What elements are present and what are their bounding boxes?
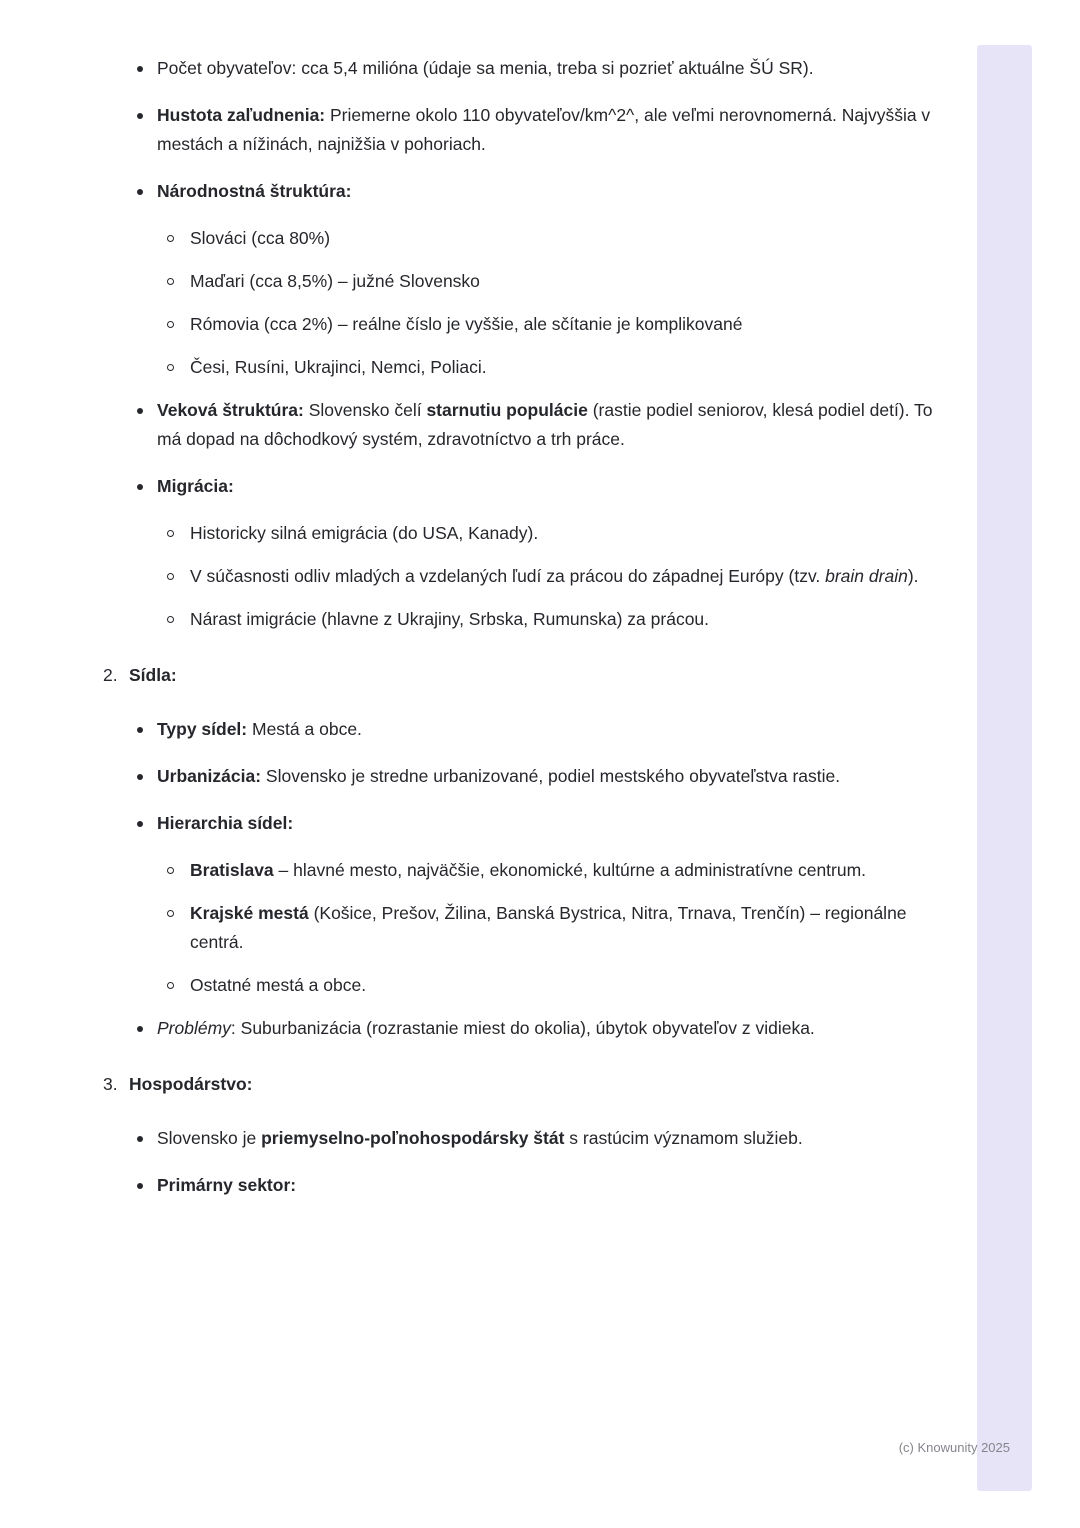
- circle-marker: [167, 910, 174, 917]
- bullet-marker: [137, 484, 143, 490]
- list-item-text: Ostatné mestá a obce.: [190, 975, 367, 995]
- list-item-text: Hospodárstvo:: [129, 1074, 253, 1094]
- number-marker: 3.: [103, 1074, 118, 1094]
- list-item-text: Rómovia (cca 2%) – reálne číslo je vyššie, ale sčítanie je komplikované: [190, 314, 743, 334]
- list-item: [103, 396, 937, 454]
- bullet-marker: [137, 113, 143, 119]
- bullet-marker: [137, 408, 143, 414]
- circle-marker: [167, 364, 174, 371]
- list-item-text: Slováci (cca 80%): [190, 228, 331, 248]
- list-item-text: Nárast imigrácie (hlavne z Ukrajiny, Srbska, Rumunska) za prácou.: [190, 609, 710, 629]
- list-item-text: Počet obyvateľov: cca 5,4 milióna (údaje sa menia, treba si pozrieť aktuálne ŠÚ SR).: [157, 58, 814, 78]
- bullet-marker: [137, 189, 143, 195]
- circle-marker: [167, 530, 174, 537]
- list-item: [103, 856, 937, 885]
- list-item-text: Typy sídel: Mestá a obce.: [157, 719, 362, 739]
- bullet-marker: [137, 66, 143, 72]
- document-content: [103, 54, 937, 1218]
- list-item: [103, 177, 937, 206]
- watermark: (c) Knowunity 2025: [898, 1440, 1010, 1455]
- list-item-text: Národnostná štruktúra:: [157, 181, 352, 201]
- list-item: [103, 715, 937, 744]
- circle-marker: [167, 573, 174, 580]
- list-item-text: Migrácia:: [157, 476, 234, 496]
- circle-marker: [167, 867, 174, 874]
- bullet-marker: [137, 1026, 143, 1032]
- list-item-text: Historicky silná emigrácia (do USA, Kanady).: [190, 523, 539, 543]
- list-item: [103, 310, 937, 339]
- list-item-text: Česi, Rusíni, Ukrajinci, Nemci, Poliaci.: [190, 357, 487, 377]
- bullet-marker: [137, 727, 143, 733]
- list-item: [103, 1014, 937, 1043]
- list-item-text: Problémy: Suburbanizácia (rozrastanie miest do okolia), úbytok obyvateľov z vidieka.: [157, 1018, 815, 1038]
- list-item: [103, 562, 937, 591]
- list-item-text: Urbanizácia: Slovensko je stredne urbanizované, podiel mestského obyvateľstva rastie.: [157, 766, 841, 786]
- list-item-text: Bratislava – hlavné mesto, najväčšie, ekonomické, kultúrne a administratívne centrum.: [190, 860, 867, 880]
- list-item-text: Hierarchia sídel:: [157, 813, 294, 833]
- numbered-heading: [103, 1070, 937, 1099]
- list-item: [103, 971, 937, 1000]
- list-item: [103, 472, 937, 501]
- number-marker: 2.: [103, 665, 118, 685]
- list-item: [103, 101, 937, 159]
- bullet-marker: [137, 1183, 143, 1189]
- numbered-heading: [103, 661, 937, 690]
- list-item: [103, 54, 937, 83]
- list-item-text: Sídla:: [129, 665, 177, 685]
- list-item-text: Hustota zaľudnenia: Priemerne okolo 110 obyvateľov/km^2^, ale veľmi nerovnomerná. Najvyššia v mestách a nížinách, najnižšia v pohoriach.: [157, 105, 931, 154]
- list-item-text: Veková štruktúra: Slovensko čelí starnutiu populácie (rastie podiel seniorov, klesá podiel detí). To má dopad na dôchodkový systém, zdravotníctvo a trh práce.: [157, 400, 933, 449]
- list-item: [103, 267, 937, 296]
- bullet-marker: [137, 1136, 143, 1142]
- circle-marker: [167, 235, 174, 242]
- list-item: [103, 605, 937, 634]
- list-item-text: Slovensko je priemyselno-poľnohospodársky štát s rastúcim významom služieb.: [157, 1128, 803, 1148]
- list-item: [103, 1124, 937, 1153]
- circle-marker: [167, 616, 174, 623]
- list-item: [103, 519, 937, 548]
- list-item-text: Krajské mestá (Košice, Prešov, Žilina, Banská Bystrica, Nitra, Trnava, Trenčín) – regionálne centrá.: [190, 903, 907, 952]
- circle-marker: [167, 321, 174, 328]
- bullet-marker: [137, 774, 143, 780]
- list-item: [103, 353, 937, 382]
- scrollbar-track[interactable]: [977, 45, 1032, 1491]
- list-item: [103, 809, 937, 838]
- circle-marker: [167, 982, 174, 989]
- bullet-marker: [137, 821, 143, 827]
- list-item: [103, 224, 937, 253]
- circle-marker: [167, 278, 174, 285]
- list-item-text: Maďari (cca 8,5%) – južné Slovensko: [190, 271, 480, 291]
- list-item: [103, 762, 937, 791]
- list-item-text: V súčasnosti odliv mladých a vzdelaných ľudí za prácou do západnej Európy (tzv. brain drain).: [190, 566, 919, 586]
- list-item: [103, 1171, 937, 1200]
- list-item-text: Primárny sektor:: [157, 1175, 297, 1195]
- list-item: [103, 899, 937, 957]
